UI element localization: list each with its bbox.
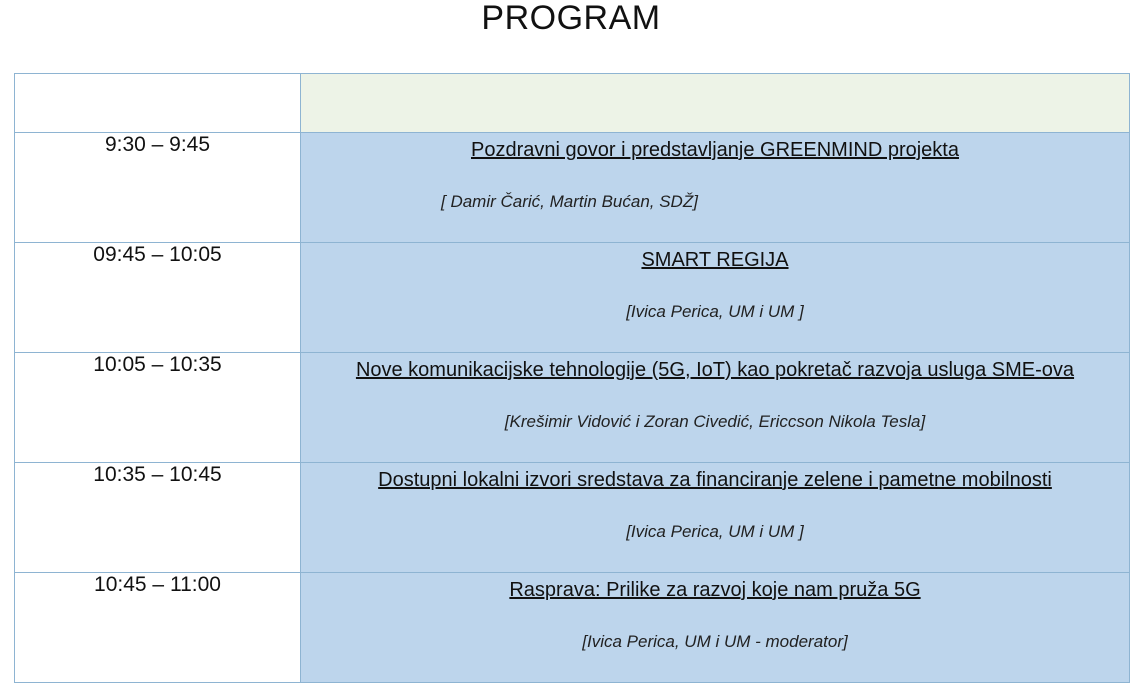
table-row — [15, 133, 1130, 243]
session-cell — [301, 243, 1130, 353]
program-table — [14, 73, 1130, 683]
header-session-cell — [301, 74, 1130, 133]
session-cell — [301, 133, 1130, 243]
session-title: Pozdravni govor i predstavljanje GREENMIND projekta — [471, 139, 959, 161]
header-time-cell — [15, 74, 301, 133]
session-speakers: [Ivica Perica, UM i UM ] — [626, 522, 804, 541]
session-cell — [301, 463, 1130, 573]
session-time: 10:35 – 10:45 — [15, 463, 301, 573]
session-title: Rasprava: Prilike za razvoj koje nam pruža 5G — [509, 579, 921, 601]
session-speakers: [Ivica Perica, UM i UM - moderator] — [582, 632, 848, 651]
table-header-row — [15, 74, 1130, 133]
session-speakers: [ Damir Čarić, Martin Bućan, SDŽ] — [441, 192, 698, 211]
session-time: 10:05 – 10:35 — [15, 353, 301, 463]
session-title: Dostupni lokalni izvori sredstava za financiranje zelene i pametne mobilnosti — [378, 469, 1052, 491]
session-time: 10:45 – 11:00 — [15, 573, 301, 683]
session-cell — [301, 353, 1130, 463]
table-row — [15, 243, 1130, 353]
session-title: SMART REGIJA — [641, 249, 789, 271]
table-row — [15, 573, 1130, 683]
session-title: Nove komunikacijske tehnologije (5G, IoT) kao pokretač razvoja usluga SME-ova — [355, 359, 1075, 381]
page-title: PROGRAM — [481, 0, 661, 37]
session-speakers: [Ivica Perica, UM i UM ] — [626, 302, 804, 321]
table-row — [15, 353, 1130, 463]
session-speakers: [Krešimir Vidović i Zoran Civedić, Ericcson Nikola Tesla] — [504, 412, 926, 431]
session-cell — [301, 573, 1130, 683]
session-time: 9:30 – 9:45 — [15, 133, 301, 243]
table-row — [15, 463, 1130, 573]
session-time: 09:45 – 10:05 — [15, 243, 301, 353]
